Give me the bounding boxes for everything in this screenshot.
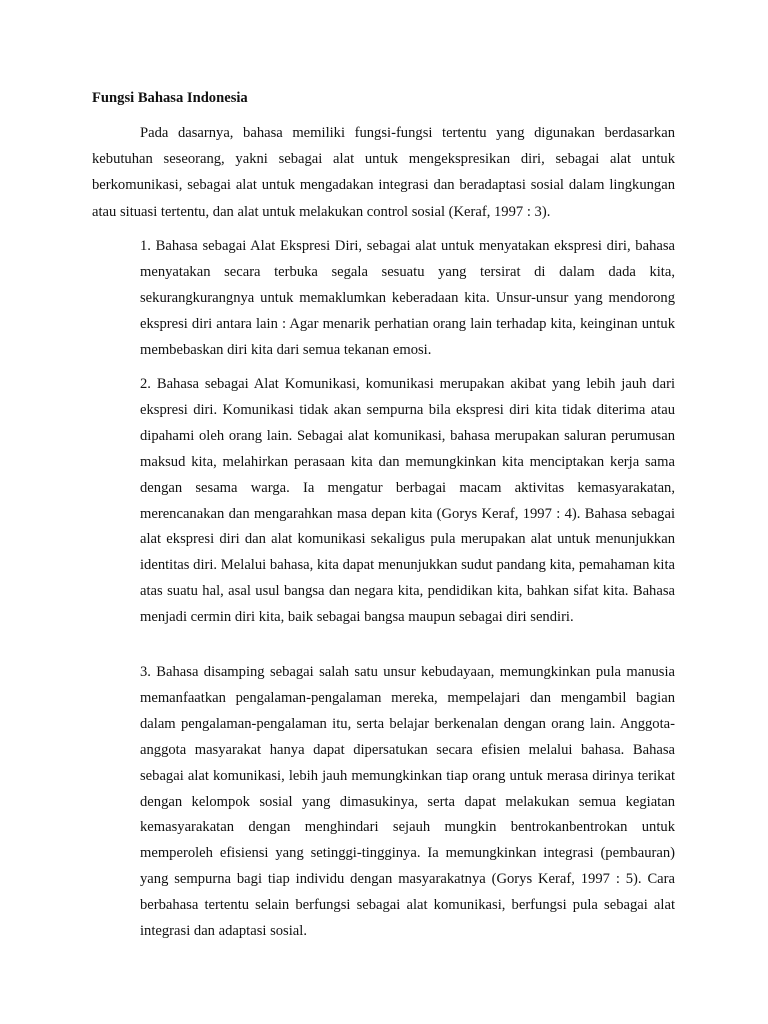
document-title: Fungsi Bahasa Indonesia xyxy=(92,90,248,106)
list-item-integrasi-sosial: 3. Bahasa disamping sebagai salah satu unsur kebudayaan, memungkinkan pula manusia memanfaatkan pengalaman-pengalaman mereka, mempelajari dan mengambil bagian dalam pengalaman-pengalaman itu, serta belajar berkenalan dengan orang lain. Anggota-anggota masyarakat hanya dapat dipersatukan secara efisien melalui bahasa. Bahasa sebagai alat komunikasi, lebih jauh memungkinkan tiap orang untuk merasa dirinya terikat dengan kelompok sosial yang dimasukinya, serta dapat melakukan semua kegiatan kemasyarakatan dengan menghindari sejauh mungkin bentrokanbentrokan untuk memperoleh efisiensi yang setinggi-tingginya. Ia memungkinkan integrasi (pembauran) yang sempurna bagi tiap individu dengan masyarakatnya (Gorys Keraf, 1997 : 5). Cara berbahasa tertentu selain berfungsi sebagai alat komunikasi, berfungsi pula sebagai alat integrasi dan adaptasi sosial. xyxy=(140,664,675,940)
list-item-komunikasi: 2. Bahasa sebagai Alat Komunikasi, komunikasi merupakan akibat yang lebih jauh dari ekspresi diri. Komunikasi tidak akan sempurna bila ekspresi diri kita tidak diterima atau dipahami oleh orang lain. Sebagai alat komunikasi, bahasa merupakan saluran perumusan maksud kita, melahirkan perasaan kita dan memungkinkan kita menciptakan kerja sama dengan sesama warga. Ia mengatur berbagai macam aktivitas kemasyarakatan, merencanakan dan mengarahkan masa depan kita (Gorys Keraf, 1997 : 4). Bahasa sebagai alat ekspresi diri dan alat komunikasi sekaligus pula merupakan alat untuk menunjukkan identitas diri. Melalui bahasa, kita dapat menunjukkan sudut pandang kita, pemahaman kita atas suatu hal, asal usul bangsa dan negara kita, pendidikan kita, bahkan sifat kita. Bahasa menjadi cermin diri kita, baik sebagai bangsa maupun sebagai diri sendiri. xyxy=(140,376,675,626)
list-item-ekspresi-diri: 1. Bahasa sebagai Alat Ekspresi Diri, sebagai alat untuk menyatakan ekspresi diri, bahasa menyatakan secara terbuka segala sesuatu yang tersirat di dalam dada kita, sekurangkurangnya untuk memaklumkan keberadaan kita. Unsur-unsur yang mendorong ekspresi diri antara lain : Agar menarik perhatian orang lain terhadap kita, keinginan untuk membebaskan diri kita dari semua tekanan emosi. xyxy=(140,238,675,358)
intro-paragraph: Pada dasarnya, bahasa memiliki fungsi-fungsi tertentu yang digunakan berdasarkan kebutuhan seseorang, yakni sebagai alat untuk mengekspresikan diri, sebagai alat untuk berkomunikasi, sebagai alat untuk mengadakan integrasi dan beradaptasi sosial dalam lingkungan atau situasi tertentu, dan alat untuk melakukan control sosial (Keraf, 1997 : 3). xyxy=(92,125,675,220)
